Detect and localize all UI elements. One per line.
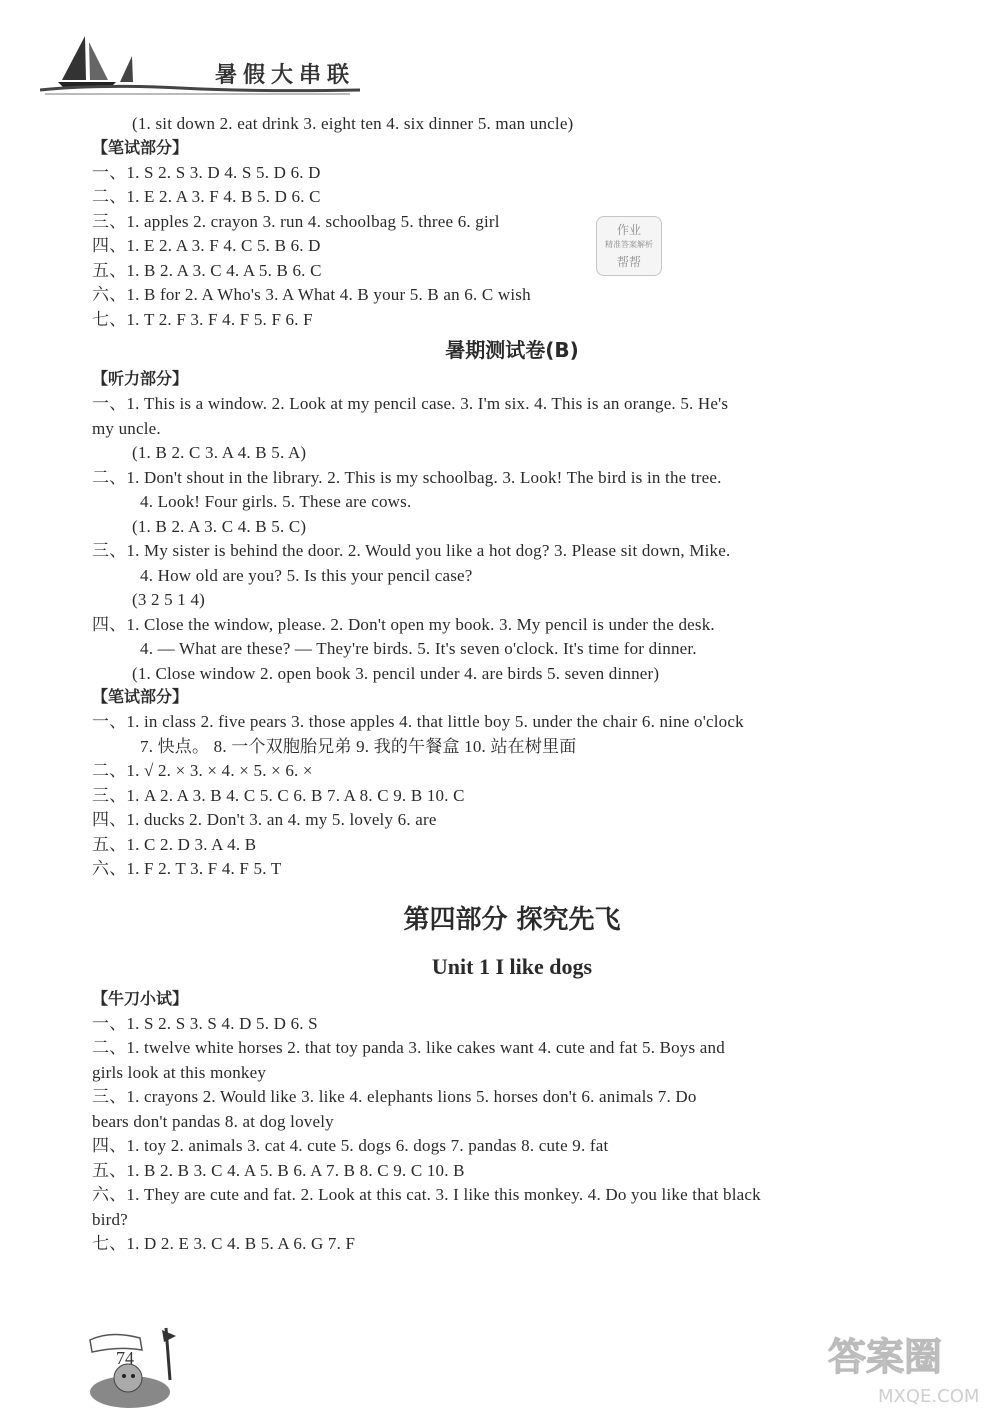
section-title: 暑期测试卷(B) — [445, 338, 579, 362]
stamp-badge — [596, 216, 662, 276]
watermark-url: MXQE.COM — [878, 1386, 980, 1407]
answer-line: 四、1. E 2. A 3. F 4. C 5. B 6. D — [92, 236, 321, 255]
answer-line: 三、1. apples 2. crayon 3. run 4. schoolbag 5. three 6. girl — [92, 211, 500, 231]
answer-line: 二、1. E 2. A 3. F 4. B 5. D 6. C — [92, 187, 321, 206]
answer-line: bears don't pandas 8. at dog lovely — [92, 1111, 334, 1131]
answer-line: 七、1. D 2. E 3. C 4. B 5. A 6. G 7. F — [92, 1234, 356, 1253]
answer-line: 六、1. F 2. T 3. F 4. F 5. T — [92, 859, 282, 878]
cartoon-footer-icon — [80, 1320, 200, 1410]
stamp-line-1: 作业 — [616, 223, 641, 237]
answer-line: girls look at this monkey — [92, 1062, 267, 1082]
section-label: 【听力部分】 — [92, 371, 189, 388]
answer-line: (1. B 2. C 3. A 4. B 5. A) — [132, 443, 307, 462]
answer-line: 五、1. C 2. D 3. A 4. B — [92, 834, 257, 854]
section-title: Unit 1 I like dogs — [431, 953, 593, 979]
answer-line: 六、1. B for 2. A Who's 3. A What 4. B your 5. B an 6. C wish — [92, 285, 531, 304]
section-label: 【笔试部分】 — [92, 689, 189, 706]
answer-line: 二、1. Don't shout in the library. 2. This is my schoolbag. 3. Look! The bird is in the tree. — [92, 467, 722, 487]
watermark-logo — [820, 1322, 990, 1412]
answer-line: 4. Look! Four girls. 5. These are cows. — [140, 492, 412, 511]
section-label: 【牛刀小试】 — [92, 990, 189, 1008]
section-title: 第四部分 探究先飞 — [403, 904, 621, 935]
answer-line: 三、1. crayons 2. Would like 3. like 4. elephants lions 5. horses don't 6. animals 7. Do — [92, 1087, 697, 1106]
page-header — [40, 28, 360, 98]
answer-line: (1. sit down 2. eat drink 3. eight ten 4. six dinner 5. man uncle) — [132, 114, 574, 133]
answer-line: 五、1. B 2. A 3. C 4. A 5. B 6. C — [92, 260, 322, 280]
page-number: 74 — [116, 1348, 134, 1368]
answer-line: 四、1. Close the window, please. 2. Don't open my book. 3. My pencil is under the desk. — [92, 614, 715, 634]
answer-line: (1. Close window 2. open book 3. pencil under 4. are birds 5. seven dinner) — [132, 663, 660, 683]
answer-line: 一、1. This is a window. 2. Look at my pencil case. 3. I'm six. 4. This is an orange. 5. He's — [92, 394, 729, 413]
answer-line: 三、1. My sister is behind the door. 2. Would you like a hot dog? 3. Please sit down, Mike. — [92, 541, 731, 560]
answer-line: 六、1. They are cute and fat. 2. Look at this cat. 3. I like this monkey. 4. Do you like that black — [92, 1185, 761, 1204]
answer-line: 四、1. ducks 2. Don't 3. an 4. my 5. lovely 6. are — [92, 810, 437, 829]
stamp-line-2: 精准答案解析 — [605, 240, 653, 249]
watermark-text: 答案圈 — [828, 1335, 943, 1379]
answer-line: 一、1. S 2. S 3. S 4. D 5. D 6. S — [92, 1013, 318, 1033]
answer-line: bird? — [92, 1209, 128, 1229]
answer-line: 三、1. A 2. A 3. B 4. C 5. C 6. B 7. A 8. C 9. B 10. C — [92, 785, 465, 805]
answer-line: 4. — What are these? — They're birds. 5. It's seven o'clock. It's time for dinner. — [140, 639, 697, 658]
answer-content — [92, 112, 912, 1257]
answer-line: 二、1. √ 2. × 3. × 4. × 5. × 6. × — [92, 761, 313, 780]
answer-line: 七、1. T 2. F 3. F 4. F 5. F 6. F — [92, 309, 313, 329]
section-label: 【笔试部分】 — [92, 139, 189, 157]
answer-line: 一、1. S 2. S 3. D 4. S 5. D 6. D — [92, 162, 321, 182]
answer-line: 五、1. B 2. B 3. C 4. A 5. B 6. A 7. B 8. C 9. C 10. B — [92, 1160, 465, 1180]
answer-line: 二、1. twelve white horses 2. that toy panda 3. like cakes want 4. cute and fat 5. Boys and — [92, 1038, 725, 1057]
header-title: 暑假大串联 — [215, 62, 356, 88]
answer-line: my uncle. — [92, 418, 161, 438]
answer-line: 4. How old are you? 5. Is this your pencil case? — [140, 565, 473, 585]
answer-line: (1. B 2. A 3. C 4. B 5. C) — [132, 516, 307, 536]
answer-line: 7. 快点。 8. 一个双胞胎兄弟 9. 我的午餐盒 10. 站在树里面 — [140, 736, 577, 756]
answer-line: 一、1. in class 2. five pears 3. those apples 4. that little boy 5. under the chair 6. nine o'clock — [92, 712, 744, 731]
stamp-line-3: 帮帮 — [616, 255, 641, 269]
answer-line: 四、1. toy 2. animals 3. cat 4. cute 5. dogs 6. dogs 7. pandas 8. cute 9. fat — [92, 1136, 609, 1155]
answer-line: (3 2 5 1 4) — [132, 590, 206, 609]
